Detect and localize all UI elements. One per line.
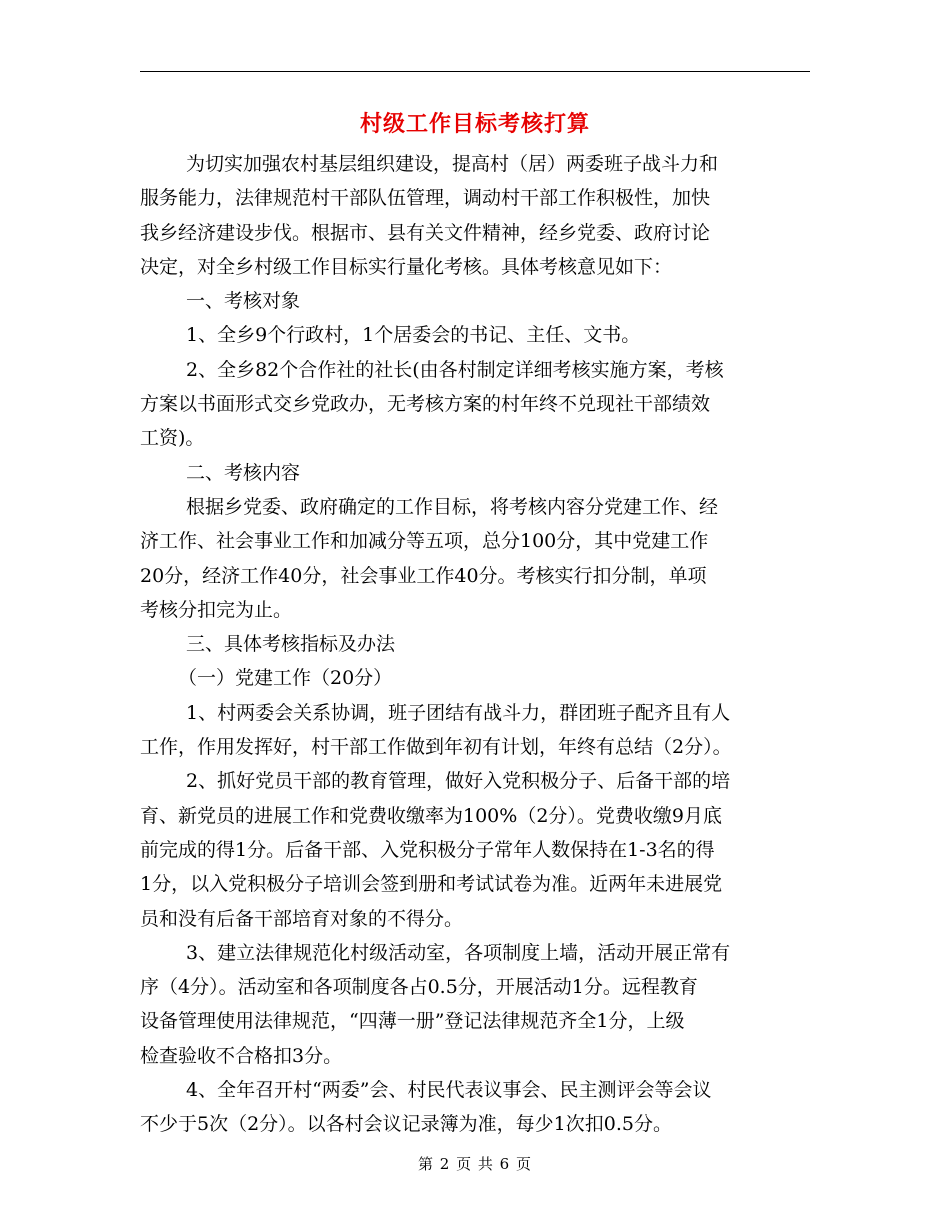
- text-line: 决定，对全乡村级工作目标实行量化考核。具体考核意见如下：: [140, 255, 673, 278]
- text-line: 检查验收不合格扣3分。: [140, 1044, 343, 1067]
- text-line: 2、全乡82个合作社的社长(由各村制定详细考核实施方案，考核: [186, 358, 724, 381]
- text-line: 工作，作用发挥好，村干部工作做到年初有计划，年终有总结（2分）。: [140, 736, 732, 759]
- text-line: 方案以书面形式交乡党政办，无考核方案的村年终不兑现社干部绩效: [140, 393, 711, 416]
- header-rule: [140, 71, 810, 72]
- document-title: 村级工作目标考核打算: [359, 111, 590, 137]
- text-line: 为切实加强农村基层组织建设，提高村（居）两委班子战斗力和: [186, 153, 719, 175]
- text-line: 前完成的得1分。后备干部、入党积极分子常年人数保持在1-3名的得: [140, 838, 715, 861]
- text-line: 我乡经济建设步伐。根据市、县有关文件精神，经乡党委、政府讨论: [140, 221, 711, 244]
- text-line: 1、村两委会关系协调，班子团结有战斗力，群团班子配齐且有人: [186, 701, 731, 724]
- page-number: 第 2 页 共 6 页: [418, 1155, 532, 1173]
- text-line: 服务能力，法律规范村干部队伍管理，调动村干部工作积极性，加快: [140, 187, 711, 210]
- text-line: 不少于5次（2分）。以各村会议记录簿为准，每少1次扣0.5分。: [140, 1113, 672, 1136]
- text-line: 2、抓好党员干部的教育管理，做好入党积极分子、后备干部的培: [186, 770, 731, 793]
- text-line: 工资)。: [140, 427, 205, 450]
- text-line: 设备管理使用法律规范，“四薄一册”登记法律规范齐全1分，上级: [140, 1010, 685, 1033]
- text-line: 序（4分）。活动室和各项制度各占0.5分，开展活动1分。远程教育: [140, 976, 698, 999]
- text-line: 员和没有后备干部培育对象的不得分。: [140, 907, 464, 930]
- text-line: 20分，经济工作40分，社会事业工作40分。考核实行扣分制，单项: [140, 564, 707, 587]
- section-heading: 一、考核对象: [186, 290, 301, 313]
- document-body: [140, 147, 810, 1142]
- text-line: 根据乡党委、政府确定的工作目标，将考核内容分党建工作、经: [186, 495, 719, 518]
- text-line: 3、建立法律规范化村级活动室，各项制度上墙，活动开展正常有: [186, 941, 731, 964]
- section-heading: 二、考核内容: [186, 461, 301, 484]
- text-line: 济工作、社会事业工作和加减分等五项，总分100分，其中党建工作: [140, 530, 709, 553]
- text-line: 4、全年召开村“两委”会、村民代表议事会、民主测评会等会议: [186, 1079, 712, 1102]
- text-line: 育、新党员的进展工作和党费收缴率为100%（2分）。党费收缴9月底: [140, 804, 722, 827]
- text-line: 1、全乡9个行政村，1个居委会的书记、主任、文书。: [186, 324, 641, 347]
- subsection-heading: （一）党建工作（20分）: [178, 667, 393, 690]
- text-line: 1分，以入党积极分子培训会签到册和考试试卷为准。近两年未进展党: [140, 873, 723, 896]
- text-line: 考核分扣完为止。: [140, 598, 293, 621]
- section-heading: 三、具体考核指标及办法: [186, 633, 396, 656]
